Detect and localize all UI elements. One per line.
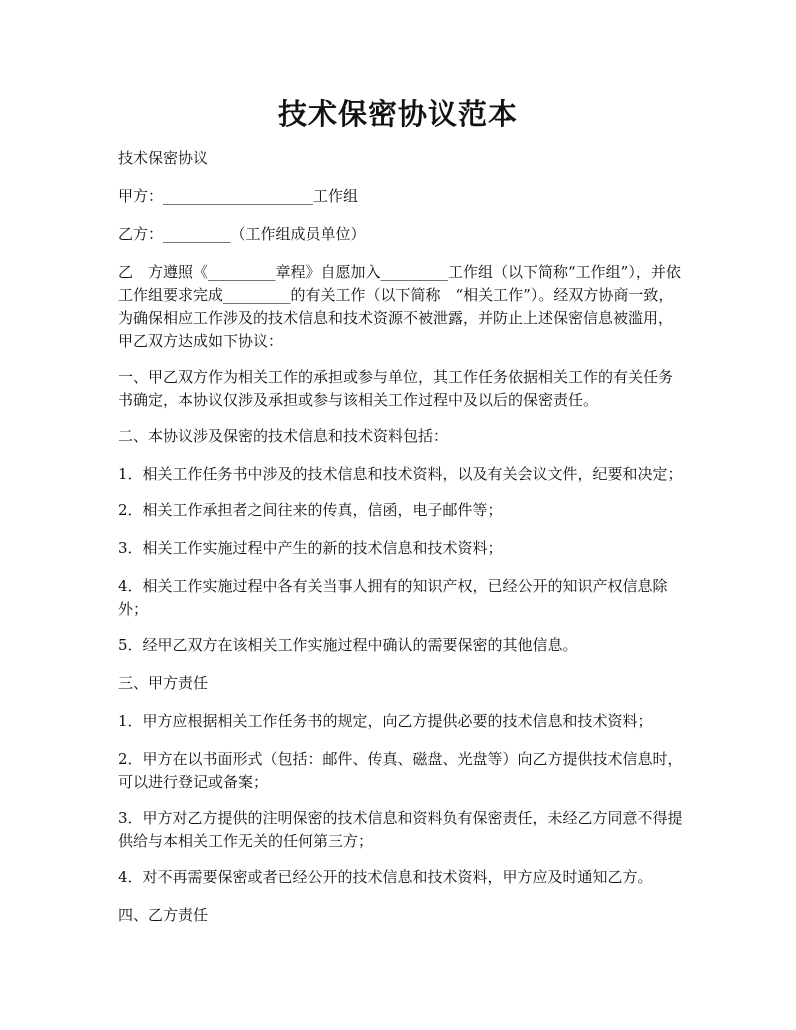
paragraph-section-3-item-3: 3．甲方对乙方提供的注明保密的技术信息和资料负有保密责任，未经乙方同意不得提供给与本相关工作无关的任何第三方； (118, 809, 683, 850)
document-title: 技术保密协议范本 (277, 97, 518, 131)
paragraph-party-b: 乙方：_________（工作组成员单位） (118, 225, 366, 243)
paragraph-section-1: 一、甲乙双方作为相关工作的承担或参与单位，其工作任务依据相关工作的有关任务书确定，本协议仅涉及承担或参与该相关工作过程中及以后的保密责任。 (118, 368, 674, 409)
paragraph-section-2-item-3: 3．相关工作实施过程中产生的新的技术信息和技术资料； (118, 539, 503, 557)
paragraph-section-4-heading: 四、乙方责任 (118, 906, 209, 924)
paragraph-section-2-item-2: 2．相关工作承担者之间往来的传真，信函，电子邮件等； (118, 501, 503, 519)
paragraph-doc-name: 技术保密协议 (118, 149, 209, 167)
paragraph-section-2-item-5: 5．经甲乙双方在该相关工作实施过程中确认的需要保密的其他信息。 (118, 636, 578, 654)
paragraph-section-3-item-2: 2．甲方在以书面形式（包括：邮件、传真、磁盘、光盘等）向乙方提供技术信息时，可以进行登记或备案； (118, 750, 683, 791)
document-body (118, 147, 684, 942)
paragraph-section-3-item-4: 4．对不再需要保密或者已经公开的技术信息和技术资料，甲方应及时通知乙方。 (118, 868, 653, 886)
paragraph-party-a: 甲方：____________________工作组 (118, 187, 359, 205)
paragraph-section-3-heading: 三、甲方责任 (118, 674, 209, 692)
paragraph-section-2-heading: 二、本协议涉及保密的技术信息和技术资料包括： (118, 427, 449, 445)
paragraph-section-3-item-1: 1．甲方应根据相关工作任务书的规定，向乙方提供必要的技术信息和技术资料； (118, 712, 653, 730)
paragraph-section-2-item-4: 4．相关工作实施过程中各有关当事人拥有的知识产权，已经公开的知识产权信息除外； (118, 577, 668, 618)
paragraph-preamble: 乙 方遵照《_________章程》自愿加入_________工作组（以下简称“工作组”），并依工作组要求完成_________的有关工作（以下简称 “相关工作”）。经双方协商一致，为确保相应工作涉及的技术信息和技术资源不被泄露，并防止上述保密信息被滥用，甲乙双方达成如下协议： (118, 263, 681, 350)
paragraph-section-2-item-1: 1．相关工作任务书中涉及的技术信息和技术资料，以及有关会议文件，纪要和决定； (118, 465, 683, 483)
